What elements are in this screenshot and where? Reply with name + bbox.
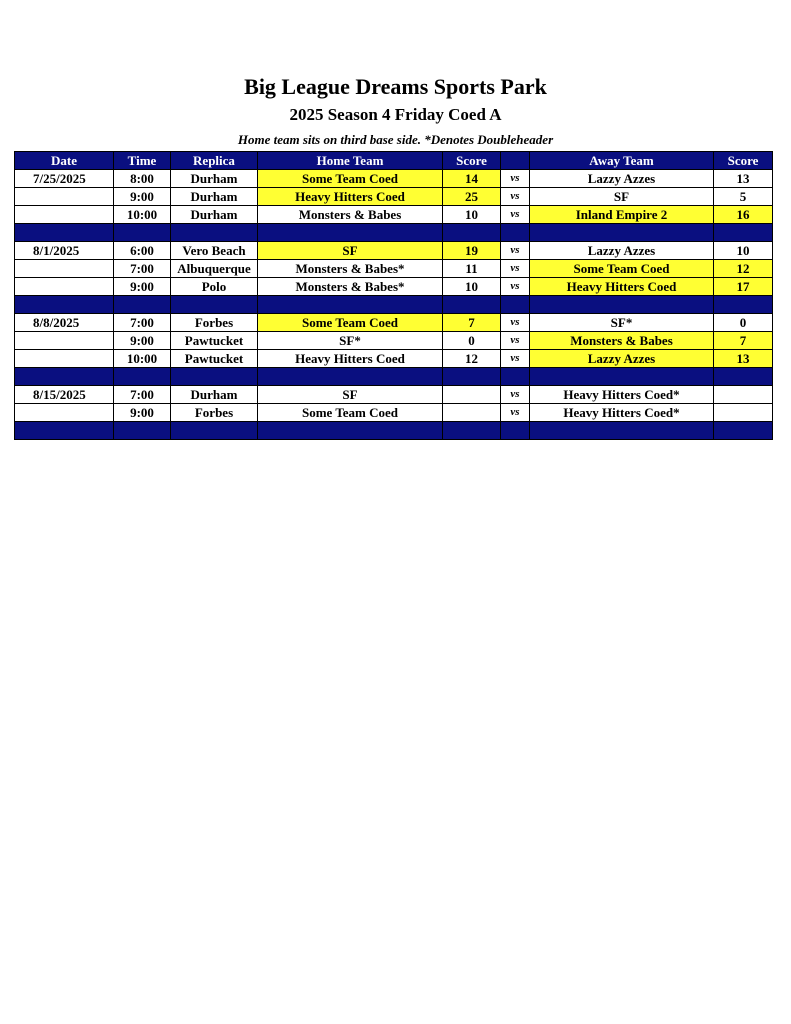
separator-row	[15, 224, 773, 242]
home-team-cell: Some Team Coed	[258, 170, 443, 188]
separator-cell	[714, 224, 773, 242]
table-row	[15, 188, 773, 206]
away-team-cell: SF*	[530, 314, 714, 332]
away-score-cell: 7	[714, 332, 773, 350]
date-cell: 8/15/2025	[15, 386, 114, 404]
time-cell: 10:00	[114, 350, 171, 368]
away-score-cell: 0	[714, 314, 773, 332]
separator-cell	[530, 368, 714, 386]
vs-cell: vs	[501, 260, 530, 278]
vs-cell: vs	[501, 242, 530, 260]
away-score-cell: 13	[714, 350, 773, 368]
away-team-cell: Monsters & Babes	[530, 332, 714, 350]
time-cell: 6:00	[114, 242, 171, 260]
time-cell: 9:00	[114, 188, 171, 206]
vs-cell: vs	[501, 350, 530, 368]
table-row	[15, 278, 773, 296]
replica-cell: Polo	[171, 278, 258, 296]
separator-cell	[258, 422, 443, 440]
home-team-cell: Some Team Coed	[258, 404, 443, 422]
away-team-cell: Lazzy Azzes	[530, 350, 714, 368]
table-row	[15, 206, 773, 224]
vs-cell: vs	[501, 278, 530, 296]
season-subtitle: 2025 Season 4 Friday Coed A	[289, 105, 502, 124]
time-cell: 7:00	[114, 314, 171, 332]
separator-cell	[15, 296, 114, 314]
time-cell: 9:00	[114, 404, 171, 422]
away-team-cell: Heavy Hitters Coed*	[530, 404, 714, 422]
date-cell	[15, 206, 114, 224]
separator-cell	[501, 296, 530, 314]
col-header-replica: Replica	[171, 152, 258, 170]
away-score-cell	[714, 404, 773, 422]
date-cell	[15, 188, 114, 206]
table-row	[15, 404, 773, 422]
col-header-home-score: Score	[443, 152, 501, 170]
vs-cell: vs	[501, 404, 530, 422]
separator-cell	[258, 368, 443, 386]
separator-cell	[15, 368, 114, 386]
table-row	[15, 260, 773, 278]
separator-cell	[530, 296, 714, 314]
table-row	[15, 242, 773, 260]
home-team-cell: Some Team Coed	[258, 314, 443, 332]
away-team-cell: Inland Empire 2	[530, 206, 714, 224]
separator-cell	[15, 224, 114, 242]
home-score-cell	[443, 404, 501, 422]
date-cell: 8/8/2025	[15, 314, 114, 332]
schedule-body	[15, 170, 773, 440]
table-row	[15, 332, 773, 350]
replica-cell: Durham	[171, 206, 258, 224]
separator-cell	[530, 224, 714, 242]
time-cell: 8:00	[114, 170, 171, 188]
date-cell	[15, 278, 114, 296]
home-team-cell: SF*	[258, 332, 443, 350]
time-cell: 7:00	[114, 260, 171, 278]
separator-cell	[714, 422, 773, 440]
home-score-cell: 14	[443, 170, 501, 188]
separator-cell	[714, 296, 773, 314]
col-header-away-score: Score	[714, 152, 773, 170]
away-score-cell	[714, 386, 773, 404]
separator-cell	[114, 296, 171, 314]
away-team-cell: Heavy Hitters Coed*	[530, 386, 714, 404]
away-score-cell: 17	[714, 278, 773, 296]
date-cell	[15, 350, 114, 368]
replica-cell: Pawtucket	[171, 350, 258, 368]
home-score-cell: 19	[443, 242, 501, 260]
vs-cell: vs	[501, 386, 530, 404]
replica-cell: Forbes	[171, 314, 258, 332]
col-header-away-team: Away Team	[530, 152, 714, 170]
time-cell: 9:00	[114, 278, 171, 296]
separator-cell	[171, 368, 258, 386]
replica-cell: Pawtucket	[171, 332, 258, 350]
separator-row	[15, 368, 773, 386]
home-team-cell: SF	[258, 242, 443, 260]
separator-cell	[114, 422, 171, 440]
separator-row	[15, 422, 773, 440]
separator-cell	[501, 368, 530, 386]
date-cell	[15, 404, 114, 422]
away-team-cell: Heavy Hitters Coed	[530, 278, 714, 296]
away-team-cell: Lazzy Azzes	[530, 170, 714, 188]
table-row	[15, 314, 773, 332]
replica-cell: Durham	[171, 170, 258, 188]
table-row	[15, 170, 773, 188]
away-score-cell: 16	[714, 206, 773, 224]
separator-cell	[443, 422, 501, 440]
home-team-cell: Monsters & Babes*	[258, 260, 443, 278]
header-row	[15, 152, 773, 170]
home-score-cell: 10	[443, 278, 501, 296]
separator-row	[15, 296, 773, 314]
replica-cell: Durham	[171, 188, 258, 206]
date-cell: 8/1/2025	[15, 242, 114, 260]
separator-cell	[501, 422, 530, 440]
date-cell: 7/25/2025	[15, 170, 114, 188]
home-team-cell: Heavy Hitters Coed	[258, 188, 443, 206]
home-team-cell: Heavy Hitters Coed	[258, 350, 443, 368]
separator-cell	[171, 224, 258, 242]
home-score-cell: 7	[443, 314, 501, 332]
separator-cell	[114, 368, 171, 386]
vs-cell: vs	[501, 188, 530, 206]
separator-cell	[443, 296, 501, 314]
home-score-cell: 0	[443, 332, 501, 350]
home-team-cell: SF	[258, 386, 443, 404]
separator-cell	[15, 422, 114, 440]
table-row	[15, 350, 773, 368]
time-cell: 10:00	[114, 206, 171, 224]
separator-cell	[530, 422, 714, 440]
vs-cell: vs	[501, 170, 530, 188]
date-cell	[15, 260, 114, 278]
away-team-cell: Some Team Coed	[530, 260, 714, 278]
time-cell: 7:00	[114, 386, 171, 404]
table-row	[15, 386, 773, 404]
away-team-cell: Lazzy Azzes	[530, 242, 714, 260]
replica-cell: Forbes	[171, 404, 258, 422]
schedule-note: Home team sits on third base side. *Denotes Doubleheader	[237, 132, 554, 147]
replica-cell: Durham	[171, 386, 258, 404]
away-team-cell: SF	[530, 188, 714, 206]
home-score-cell: 25	[443, 188, 501, 206]
home-score-cell: 12	[443, 350, 501, 368]
vs-cell: vs	[501, 332, 530, 350]
separator-cell	[443, 368, 501, 386]
away-score-cell: 10	[714, 242, 773, 260]
separator-cell	[258, 296, 443, 314]
col-header-date: Date	[15, 152, 114, 170]
col-header-vs	[501, 152, 530, 170]
replica-cell: Albuquerque	[171, 260, 258, 278]
home-team-cell: Monsters & Babes	[258, 206, 443, 224]
separator-cell	[501, 224, 530, 242]
home-score-cell: 10	[443, 206, 501, 224]
col-header-time: Time	[114, 152, 171, 170]
separator-cell	[171, 296, 258, 314]
home-score-cell: 11	[443, 260, 501, 278]
vs-cell: vs	[501, 314, 530, 332]
separator-cell	[443, 224, 501, 242]
separator-cell	[171, 422, 258, 440]
home-team-cell: Monsters & Babes*	[258, 278, 443, 296]
vs-cell: vs	[501, 206, 530, 224]
page-title: Big League Dreams Sports Park	[244, 74, 547, 99]
time-cell: 9:00	[114, 332, 171, 350]
separator-cell	[114, 224, 171, 242]
away-score-cell: 5	[714, 188, 773, 206]
away-score-cell: 13	[714, 170, 773, 188]
col-header-home-team: Home Team	[258, 152, 443, 170]
home-score-cell	[443, 386, 501, 404]
replica-cell: Vero Beach	[171, 242, 258, 260]
date-cell	[15, 332, 114, 350]
separator-cell	[258, 224, 443, 242]
schedule-table	[14, 151, 773, 440]
away-score-cell: 12	[714, 260, 773, 278]
separator-cell	[714, 368, 773, 386]
